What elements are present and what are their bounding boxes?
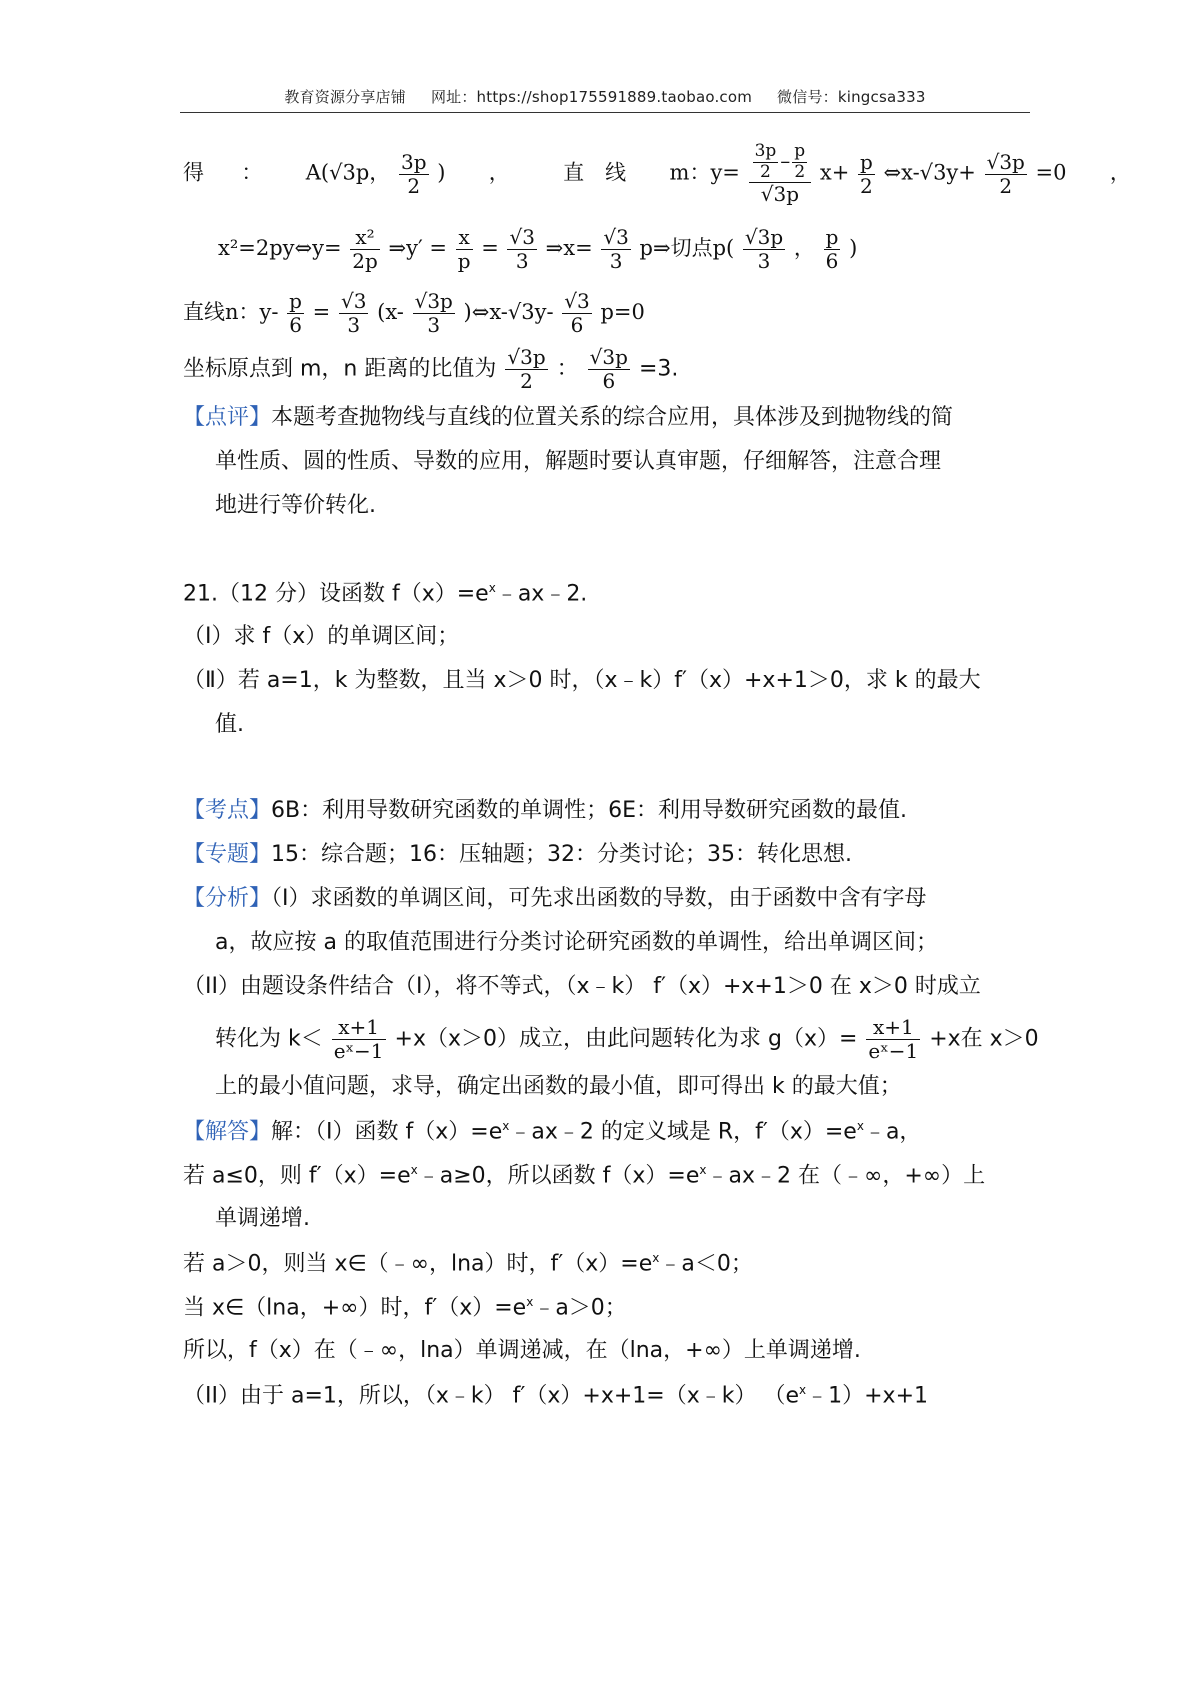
problem-title-text: 21.（12 分）设函数 f（x）=e <box>183 581 489 607</box>
jieda-line-6: 所以，f（x）在（﹣∞，lna）单调递减，在（lna，+∞）上单调递增. <box>183 1338 861 1363</box>
sup-x-4: x <box>699 1163 707 1177</box>
frac-sqrt3-over-6: $\frac{√3}{6}$ <box>564 289 590 337</box>
problem-21-part2-cont: 值. <box>215 712 244 737</box>
fenxi-line-4 <box>215 1016 1039 1063</box>
text-de: 得 <box>183 160 204 185</box>
jieda-4b: ﹣a＜0； <box>659 1251 753 1277</box>
fenxi-line-3: （II）由题设条件结合（I），将不等式，（x﹣k） f′（x）+x+1＞0 在 x＞0 时成立 <box>183 974 981 999</box>
dianping-tag: 【点评】 <box>183 405 272 430</box>
ratio-text: 坐标原点到 m，n 距离的比值为 <box>183 356 497 382</box>
sup-x-5: x <box>652 1251 660 1265</box>
problem-21-title <box>183 582 587 605</box>
jieda-2c: ﹣ax﹣2 在（﹣∞，+∞）上 <box>706 1163 986 1189</box>
zhuanti-text: 15：综合题；16：压轴题；32：分类讨论；35：转化思想. <box>271 842 852 867</box>
text-part5: p⇒切点p( <box>639 236 735 260</box>
problem-21-part1: （Ⅰ）求 f（x）的单调区间； <box>183 624 460 649</box>
solution-line-4 <box>183 346 678 393</box>
dianping-line-1 <box>183 407 953 429</box>
frac-sqrt3p-over-2-b: $\frac{√3p}{2}$ <box>507 345 546 393</box>
frac-p-over-2: $\frac{p}{2}$ <box>860 149 873 198</box>
text-comma: ， <box>488 160 510 185</box>
ratio-end: =3. <box>638 356 679 382</box>
fenxi-line-1 <box>183 888 927 910</box>
frac-x-over-p: $\frac{x}{p}$ <box>457 225 471 273</box>
frac-p-over-6-b: $\frac{p}{6}$ <box>289 289 302 337</box>
jieda-tag: 【解答】 <box>183 1119 272 1145</box>
zhuanti-tag: 【专题】 <box>183 842 272 867</box>
jieda-line-1 <box>183 1120 921 1143</box>
jieda-line-3: 单调递增. <box>215 1206 310 1231</box>
fenxi-tag: 【分析】 <box>183 886 272 911</box>
frac-x2-over-2p: $\frac{\text{x²}}{2p}$ <box>352 225 378 273</box>
frac-sqrt3-over-3-c: $\frac{√3}{3}$ <box>340 289 367 337</box>
text-paren: (x- <box>377 300 404 324</box>
fenxi-4a: 转化为 k＜ <box>215 1026 323 1052</box>
ratio-colon: ： <box>556 356 579 382</box>
jieda-line-5 <box>183 1296 627 1319</box>
dianping-line-3: 地进行等价转化. <box>215 493 376 518</box>
jieda-5a: 当 x∈（lna，+∞）时，f′（x）=e <box>183 1295 527 1321</box>
sup-x-7: x <box>799 1383 807 1397</box>
text-part6: ， <box>793 236 815 260</box>
jieda-4a: 若 a＞0，则当 x∈（﹣∞，lna）时，f′（x）=e <box>183 1251 653 1277</box>
text-eq0: =0 <box>1035 160 1067 185</box>
solution-line-1: 得 ： A(√3p， $\frac{3p}{2}$ ) ， 直 线 m：y= $\frac{3p}{2}$ – $\frac{p}{2}$ √3p x+ $\frac{p}{2}$ ⇔x-√3y+ $\frac{√3p}{2}$ =0 ， <box>183 141 1131 207</box>
text-part2: ⇒y′ = <box>388 236 447 260</box>
text-eq: = <box>312 300 331 324</box>
line-n-label: 直线n：y- <box>183 300 279 324</box>
frac-sqrt3p-over-3-b: $\frac{√3p}{3}$ <box>414 289 453 337</box>
jieda-1b: ﹣ax﹣2 的定义域是 R，f′（x）=e <box>509 1119 857 1145</box>
frac-sqrt3p-over-2: $\frac{√3p}{2}$ <box>986 149 1025 198</box>
sup-x-2: x <box>856 1119 864 1133</box>
frac-sqrt3p-over-6: $\frac{√3p}{6}$ <box>589 345 628 393</box>
sup-x-6: x <box>526 1295 534 1309</box>
shop-url: 网址：https://shop175591889.taobao.com <box>430 88 753 106</box>
frac-sqrt3-over-3-a: $\frac{√3}{3}$ <box>509 225 535 273</box>
text-part1: x²=2py⇔y= <box>218 236 342 260</box>
solution-line-3 <box>183 290 645 337</box>
text-part3: = <box>481 236 499 260</box>
fenxi-4b: +x（x＞0）成立，由此问题转化为求 g（x）= <box>394 1026 858 1052</box>
sup-x-1: x <box>502 1119 510 1133</box>
kaodian-line <box>183 800 907 822</box>
zhuanti-line <box>183 844 852 866</box>
dianping-text-1: 本题考查抛物线与直线的位置关系的综合应用，具体涉及到抛物线的简 <box>271 405 954 430</box>
line-m-label: m：y= <box>669 160 740 185</box>
jieda-line-4 <box>183 1252 753 1275</box>
solution-line-2 <box>218 226 857 273</box>
problem-21-part2: （Ⅱ）若 a=1，k 为整数，且当 x＞0 时，（x﹣k）f′（x）+x+1＞0，求 k 的最大 <box>183 668 981 693</box>
frac-p-over-6: $\frac{p}{6}$ <box>825 225 839 273</box>
kaodian-text: 6B：利用导数研究函数的单调性；6E：利用导数研究函数的最值. <box>271 798 907 823</box>
jieda-2b: ﹣a≥0，所以函数 f（x）=e <box>417 1163 700 1189</box>
problem-title-sup: x <box>488 581 496 595</box>
jieda-line-2 <box>183 1164 985 1187</box>
text-comma2: ， <box>1109 160 1131 185</box>
jieda-7b: ﹣1）+x+1 <box>806 1383 929 1409</box>
shop-name: 教育资源分享店铺 <box>284 88 406 106</box>
sup-x-3: x <box>410 1163 418 1177</box>
point-a: A(√3p， <box>305 160 391 185</box>
jieda-2a: 若 a≤0，则 f′（x）=e <box>183 1163 411 1189</box>
dianping-line-2: 单性质、圆的性质、导数的应用，解题时要认真审题，仔细解答，注意合理 <box>215 449 942 474</box>
wechat-id: 微信号：kingcsa333 <box>777 88 926 106</box>
frac-x1-over-ex1-b: $\frac{x+1}{\text{eˣ−1}}$ <box>868 1015 919 1063</box>
text-zhixian: 直 线 <box>563 160 627 185</box>
fenxi-line-2: a，故应按 a 的取值范围进行分类讨论研究函数的单调性，给出单调区间； <box>215 930 938 955</box>
fenxi-4c: +x在 x＞0 <box>929 1026 1039 1052</box>
text-part4: ⇒x= <box>545 236 593 260</box>
frac-slope-m: $\frac{3p}{2}$ – $\frac{p}{2}$ √3p <box>749 142 812 206</box>
frac-3p-over-2: $\frac{3p}{2}$ <box>400 149 427 198</box>
jieda-1a: 解：（I）函数 f（x）=e <box>271 1119 503 1145</box>
text-end: p=0 <box>600 300 645 324</box>
frac-sqrt3p-over-3: $\frac{√3p}{3}$ <box>744 225 784 273</box>
text-equiv-n: )⇔x-√3y- <box>463 300 554 324</box>
text-part7: ) <box>849 236 858 260</box>
text-equiv: ⇔x-√3y+ <box>883 160 976 185</box>
text-x-plus: x+ <box>819 160 850 185</box>
fenxi-line-5: 上的最小值问题，求导，确定出函数的最小值，即可得出 k 的最大值； <box>215 1074 902 1099</box>
jieda-line-7 <box>183 1384 928 1407</box>
problem-title-end: ﹣ax﹣2. <box>495 581 588 607</box>
page-header <box>180 86 1030 113</box>
text-colon: ： <box>241 160 263 185</box>
frac-x1-over-ex1-a: $\frac{x+1}{\text{eˣ−1}}$ <box>333 1015 384 1063</box>
jieda-1c: ﹣a， <box>863 1119 922 1145</box>
jieda-7a: （II）由于 a=1，所以，（x﹣k） f′（x）+x+1=（x﹣k） （e <box>183 1383 800 1409</box>
kaodian-tag: 【考点】 <box>183 798 272 823</box>
jieda-5b: ﹣a＞0； <box>533 1295 627 1321</box>
frac-sqrt3-over-3-b: $\frac{√3}{3}$ <box>603 225 629 273</box>
fenxi-text-1: （Ⅰ）求函数的单调区间，可先求出函数的导数，由于函数中含有字母 <box>271 886 927 911</box>
